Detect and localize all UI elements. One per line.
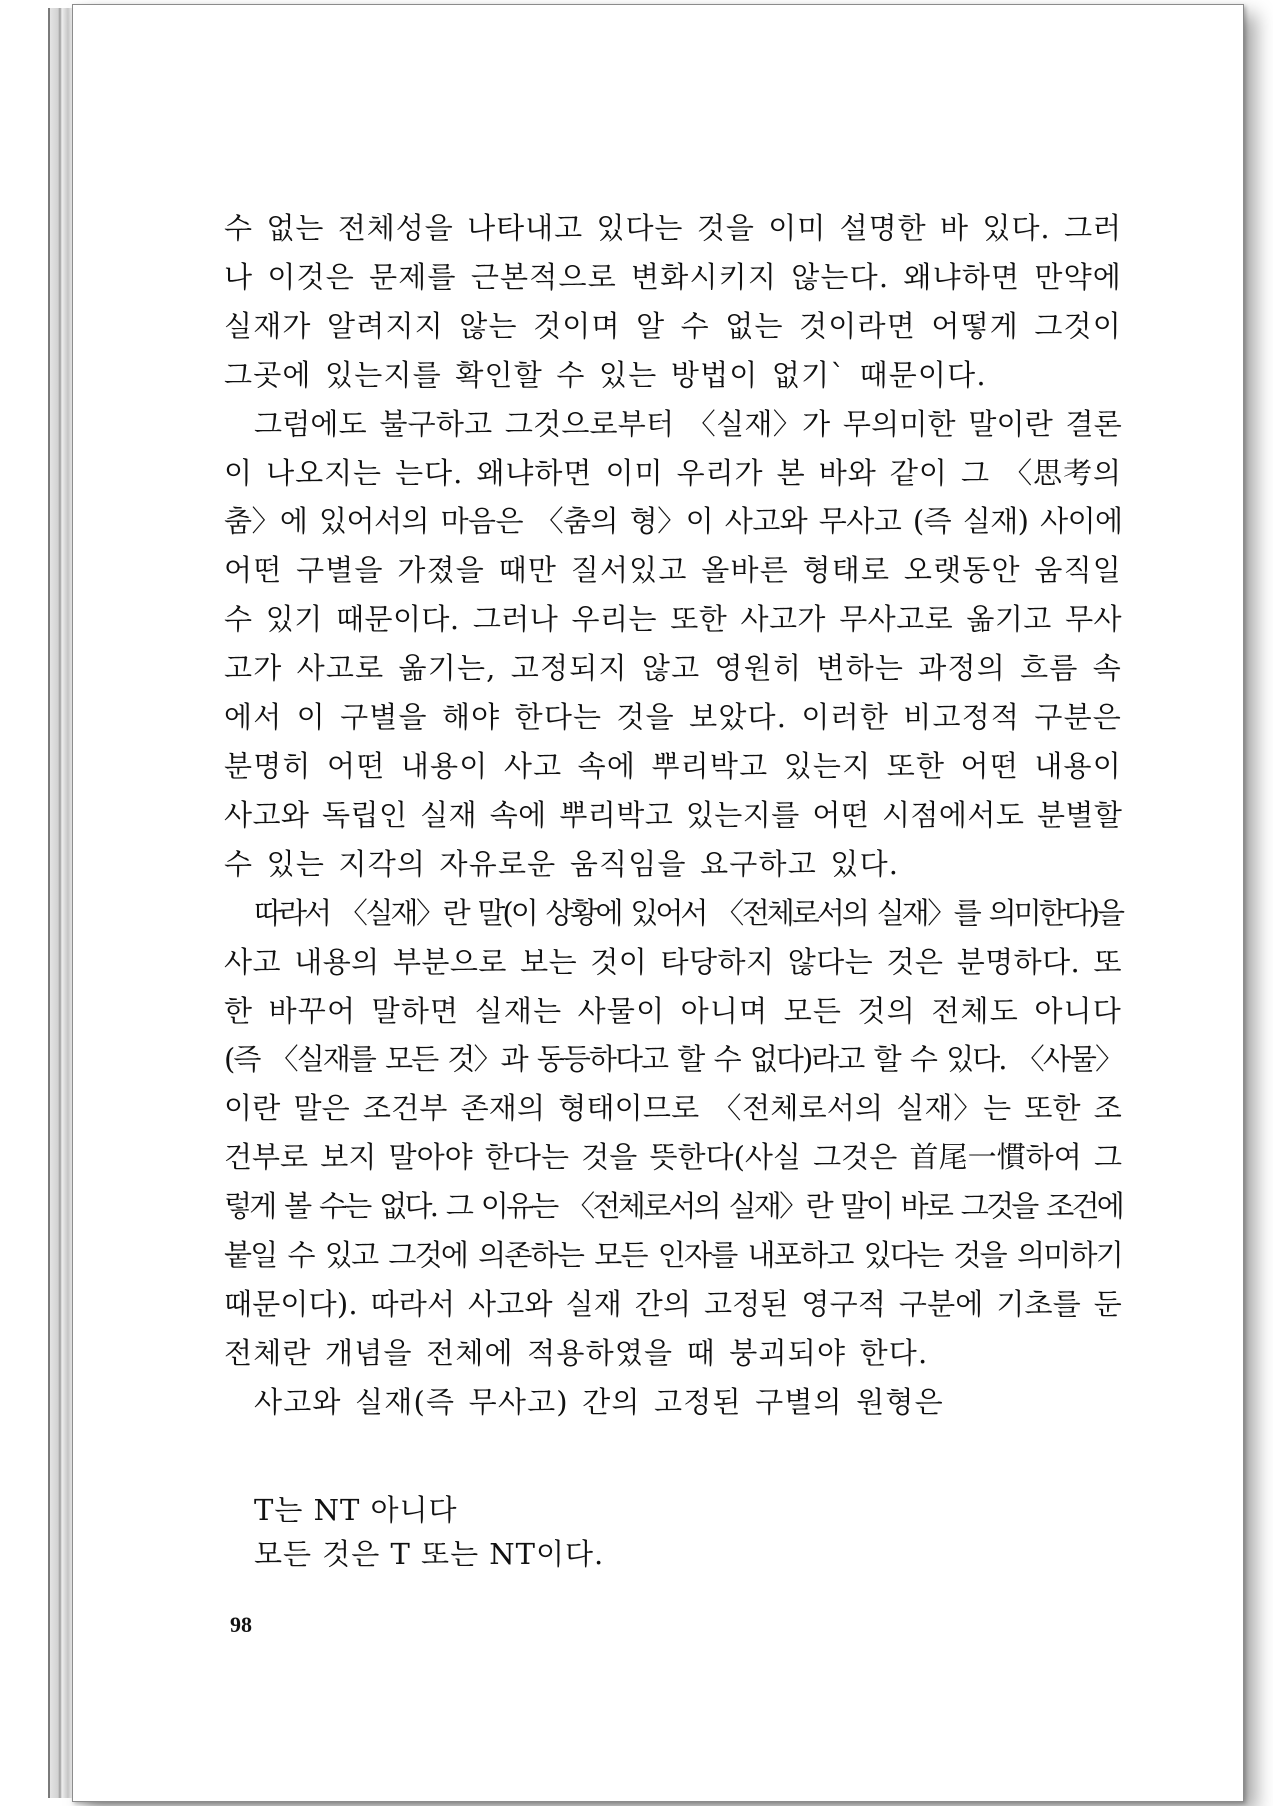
text-line: 어떤 구별을 가졌을 때만 질서있고 올바른 형태로 오랫동안 움직일 (224, 553, 1122, 588)
text-line: 실재가 알려지지 않는 것이며 알 수 없는 것이라면 어떻게 그것이 (224, 308, 1122, 343)
text-line: 춤〉에 있어서의 마음은 〈춤의 형〉이 사고와 무사고 (즉 실재) 사이에 (224, 504, 1123, 539)
text-line: 고가 사고로 옮기는, 고정되지 않고 영원히 변하는 과정의 흐름 속 (224, 651, 1122, 686)
formula-line-1: T는 NT 아니다 (254, 1493, 458, 1527)
text-line: 한 바꾸어 말하면 실재는 사물이 아니며 모든 것의 전체도 아니다 (224, 993, 1122, 1028)
text-line: 수 없는 전체성을 나타내고 있다는 것을 이미 설명한 바 있다. 그러 (224, 211, 1122, 245)
body-text (224, 204, 1122, 1427)
text-line: 사고와 독립인 실재 속에 뿌리박고 있는지를 어떤 시점에서도 분별할 (224, 797, 1123, 832)
text-line: 때문이다). 따라서 사고와 실재 간의 고정된 영구적 구분에 기초를 둔 (224, 1286, 1122, 1321)
text-line: 나 이것은 문제를 근본적으로 변화시키지 않는다. 왜냐하면 만약에 (224, 259, 1122, 294)
text-line: 붙일 수 있고 그것에 의존하는 모든 인자를 내포하고 있다는 것을 의미하기 (224, 1238, 1122, 1273)
text-line: 렇게 볼 수는 없다. 그 이유는 〈전체로서의 실재〉란 말이 바로 그것을 조건에 (224, 1189, 1122, 1224)
text-line: 그럼에도 불구하고 그것으로부터 〈실재〉가 무의미한 말이란 결론 (254, 406, 1122, 441)
text-line: 그곳에 있는지를 확인할 수 있는 방법이 없기` 때문이다. (224, 357, 987, 392)
text-line: 이란 말은 조건부 존재의 형태이므로 〈전체로서의 실재〉는 또한 조 (224, 1091, 1122, 1126)
text-line: 사고 내용의 부분으로 보는 것이 타당하지 않다는 것은 분명하다. 또 (224, 944, 1122, 979)
text-line: 분명히 어떤 내용이 사고 속에 뿌리박고 있는지 또한 어떤 내용이 (224, 748, 1122, 783)
text-line: 사고와 실재(즉 무사고) 간의 고정된 구별의 원형은 (254, 1384, 944, 1419)
text-line: 건부로 보지 말아야 한다는 것을 뜻한다(사실 그것은 首尾一慣하여 그 (224, 1140, 1122, 1175)
paragraph-1 (224, 204, 1122, 400)
paragraph-4 (224, 1378, 1122, 1427)
page-number: 98 (230, 1612, 252, 1637)
text-line: 전체란 개념을 전체에 적용하였을 때 붕괴되야 한다. (224, 1335, 929, 1370)
text-line: (즉 〈실재를 모든 것〉과 동등하다고 할 수 없다)라고 할 수 있다. 〈사물〉 (224, 1042, 1122, 1077)
paragraph-3 (224, 889, 1122, 1378)
text-line: 이 나오지는 는다. 왜냐하면 이미 우리가 본 바와 같이 그 〈思考의 (224, 455, 1122, 490)
formula-line-2: 모든 것은 T 또는 NT이다. (254, 1537, 605, 1571)
text-line: 수 있는 지각의 자유로운 움직임을 요구하고 있다. (224, 846, 900, 881)
text-line: 따라서 〈실재〉란 말(이 상황에 있어서 〈전체로서의 실재〉를 의미한다)을 (254, 895, 1122, 930)
paragraph-2 (224, 400, 1122, 889)
text-line: 에서 이 구별을 해야 한다는 것을 보았다. 이러한 비고정적 구분은 (224, 700, 1122, 735)
text-line: 수 있기 때문이다. 그러나 우리는 또한 사고가 무사고로 옮기고 무사 (224, 602, 1122, 637)
